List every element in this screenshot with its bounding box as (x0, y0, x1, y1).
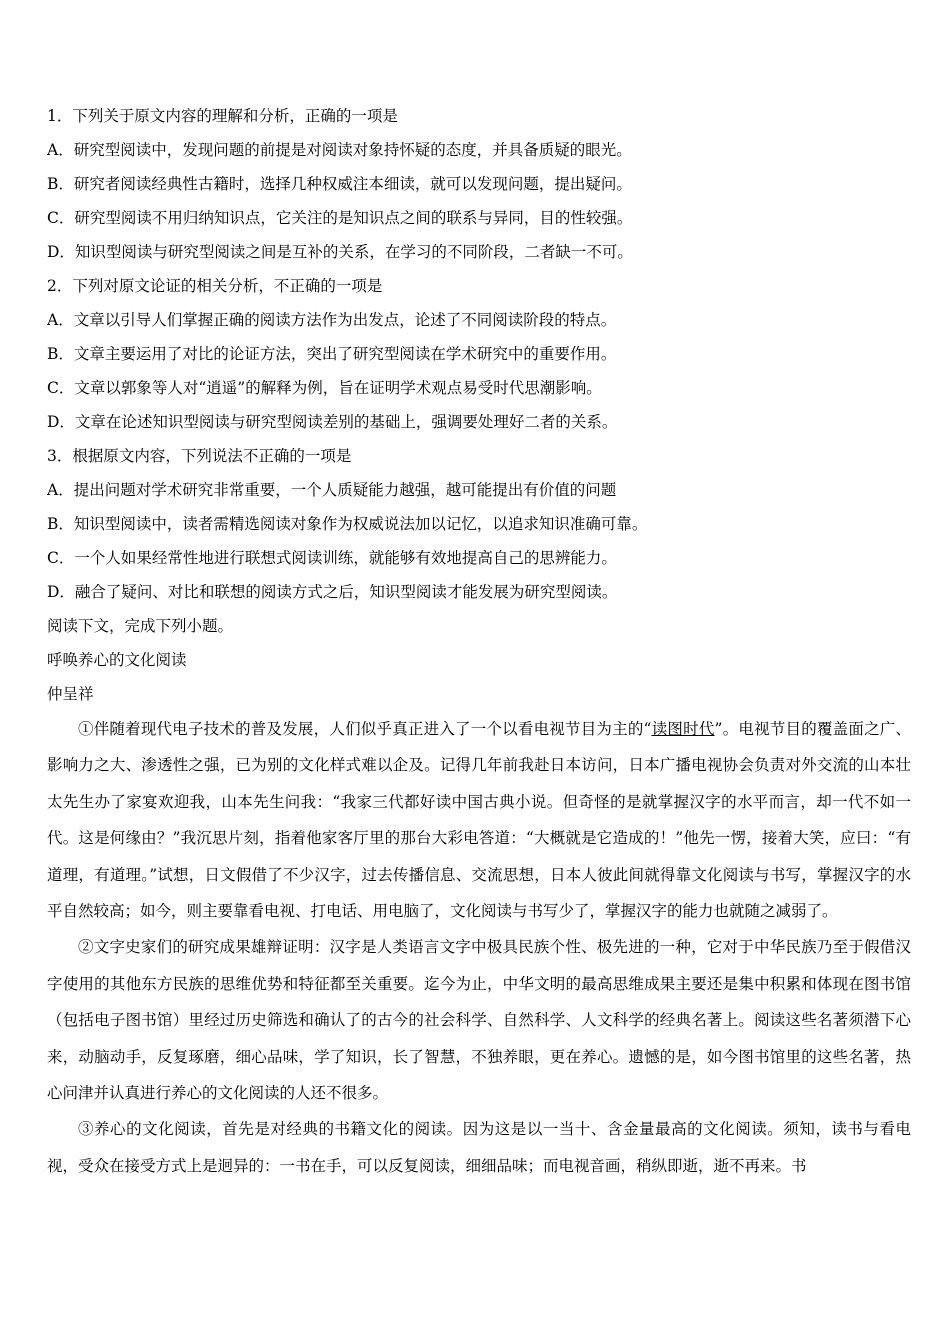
question-1-option-b: B．研究者阅读经典性古籍时，选择几种权威注本细读，就可以发现问题，提出疑问。 (47, 175, 632, 193)
article-paragraph-1 (47, 711, 911, 929)
question-3-option-c: C．一个人如果经常性地进行联想式阅读训练，就能够有效地提高自己的思辨能力。 (47, 549, 617, 567)
question-3-option-b: B．知识型阅读中，读者需精选阅读对象作为权威说法加以记忆，以追求知识准确可靠。 (47, 515, 648, 533)
article-author: 仲呈祥 (47, 685, 94, 703)
question-2-option-c: C．文章以郭象等人对“逍遥”的解释为例，旨在证明学术观点易受时代思潮影响。 (47, 379, 602, 397)
paragraph-1-text-start: ①伴随着现代电子技术的普及发展，人们似乎真正进入了一个以看电视节目为主的“ (78, 720, 652, 738)
article-paragraph-3: ③养心的文化阅读，首先是对经典的书籍文化的阅读。因为这是以一当十、含金量最高的文化阅读。须知，读书与看电视，受众在接受方式上是迥异的：一书在手，可以反复阅读，细细品味；而电视音画，稍纵即逝，逝不再来。书 (47, 1120, 911, 1175)
question-1-option-a: A．研究型阅读中，发现问题的前提是对阅读对象持怀疑的态度，并具备质疑的眼光。 (47, 141, 632, 159)
question-3-option-d: D．融合了疑问、对比和联想的阅读方式之后，知识型阅读才能发展为研究型阅读。 (47, 583, 618, 601)
question-section (47, 99, 907, 643)
reading-instruction: 阅读下文，完成下列小题。 (47, 617, 234, 635)
question-1-option-c: C．研究型阅读不用归纳知识点，它关注的是知识点之间的联系与异同，目的性较强。 (47, 209, 633, 227)
question-2-stem: 2．下列对原文论证的相关分析，不正确的一项是 (47, 277, 383, 295)
question-2-option-d: D．文章在论述知识型阅读与研究型阅读差别的基础上，强调要处理好二者的关系。 (47, 413, 618, 431)
article (47, 643, 911, 1184)
article-title: 呼唤养心的文化阅读 (47, 651, 187, 669)
question-3-stem: 3．根据原文内容，下列说法不正确的一项是 (47, 447, 352, 465)
question-1-option-d: D．知识型阅读与研究型阅读之间是互补的关系，在学习的不同阶段，二者缺一不可。 (47, 243, 633, 261)
question-2-option-a: A．文章以引导人们掌握正确的阅读方法作为出发点，论述了不同阅读阶段的特点。 (47, 311, 617, 329)
question-1-stem: 1．下列关于原文内容的理解和分析，正确的一项是 (47, 107, 398, 125)
underlined-phrase: 读图时代 (651, 720, 715, 738)
paragraph-1-text-rest: ”。电视节目的覆盖面之广、影响力之大、渗透性之强，已为别的文化样式难以企及。记得几年前我赴日本访问，日本广播电视协会负责对外交流的山本壮太先生办了家宴欢迎我，山本先生问我：“我家三代都好读中国古典小说。但奇怪的是就掌握汉字的水平而言，却一代不如一代。这是何缘由？”我沉思片刻，指着他家客厅里的那台大彩电答道：“大概就是它造成的！”他先一愣，接着大笑，应曰：“有道理，有道理。”试想，日文假借了不少汉字，过去传播信息、交流思想，日本人彼此间就得靠文化阅读与书写，掌握汉字的水平自然较高；如今，则主要靠看电视、打电话、用电脑了，文化阅读与书写少了，掌握汉字的能力也就随之减弱了。 (47, 720, 911, 921)
article-paragraph-2: ②文字史家们的研究成果雄辩证明：汉字是人类语言文字中极具民族个性、极先进的一种，它对于中华民族乃至于假借汉字使用的其他东方民族的思维优势和特征都至关重要。迄今为止，中华文明的最高思维成果主要还是集中积累和体现在图书馆（包括电子图书馆）里经过历史筛选和确认了的古今的社会科学、自然科学、人文科学的经典名著上。阅读这些名著须潜下心来，动脑动手，反复琢磨，细心品味，学了知识，长了智慧，不独养眼，更在养心。遗憾的是，如今图书馆里的这些名著，热心问津并认真进行养心的文化阅读的人还不很多。 (47, 938, 911, 1103)
question-3-option-a: A．提出问题对学术研究非常重要，一个人质疑能力越强，越可能提出有价值的问题 (47, 481, 617, 499)
question-2-option-b: B．文章主要运用了对比的论证方法，突出了研究型阅读在学术研究中的重要作用。 (47, 345, 617, 363)
